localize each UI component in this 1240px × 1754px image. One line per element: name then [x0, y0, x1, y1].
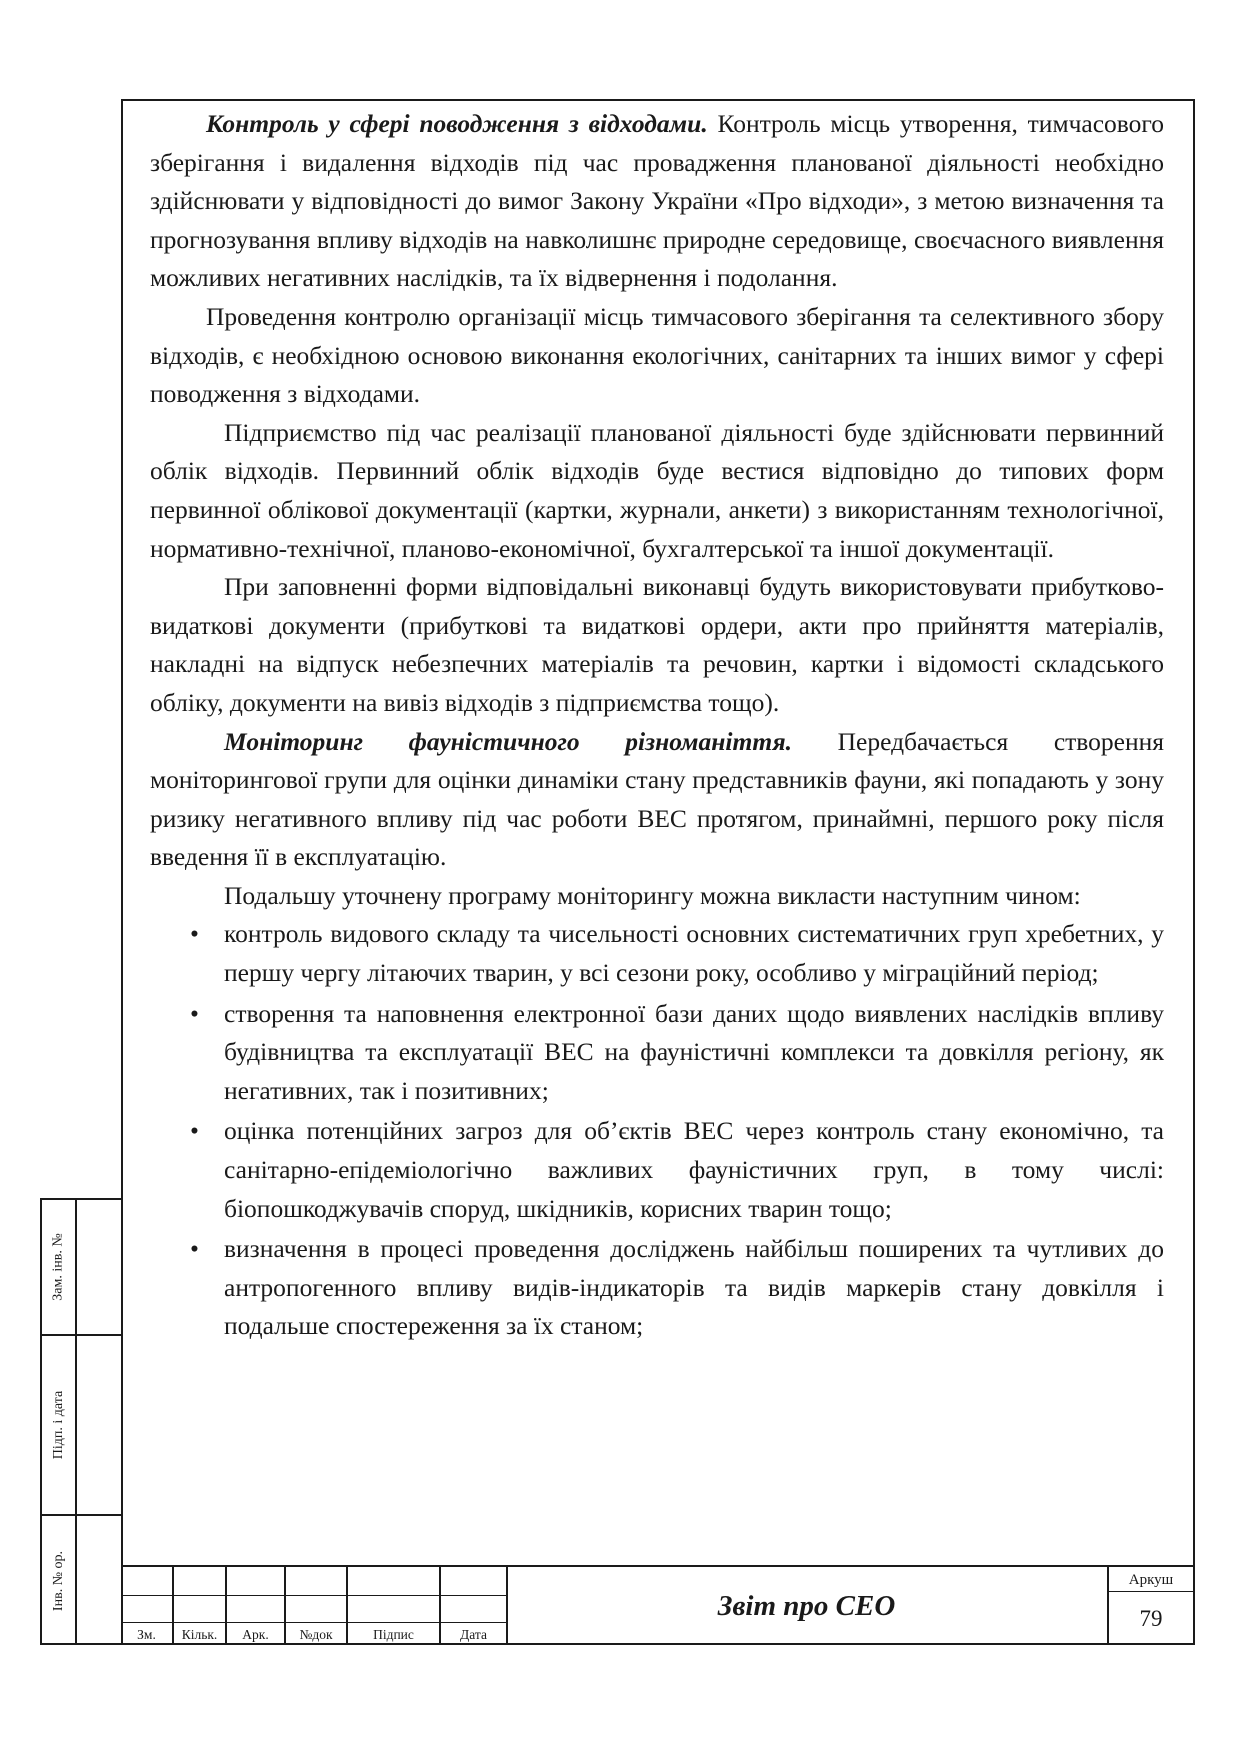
bullet-icon: • — [190, 998, 199, 1028]
list-item-text: оцінка потенційних загроз для об’єктів ВЕС через контроль стану економічно, та санітарно-епідеміологічно важливих фауністичних груп, в тому числі: біопошкоджувачів споруд, шкідників, корисних тварин тощо; — [224, 1116, 1164, 1223]
list-item — [150, 1230, 1164, 1346]
document-title: Звіт про СЕО — [717, 1589, 896, 1622]
side-stamp-cell — [44, 1336, 74, 1514]
side-stamp-cell — [44, 1200, 74, 1334]
label-inv-orig: Інв. № ор. — [51, 1550, 66, 1611]
column-header-kilk: Кільк. — [181, 1626, 218, 1642]
title-block — [121, 1565, 1195, 1645]
label-zam-inv: Зам. інв. № — [51, 1233, 66, 1301]
title-block-row-line — [121, 1622, 506, 1623]
label-pidp-data: Підп. і дата — [51, 1390, 67, 1460]
paragraph-primary-accounting: Підприємство під час реалізації планованої діяльності буде здійснювати первинний облік відходів. Первинний облік відходів буде вестися відповідно до типових форм первинної облікової документації (картки, журнали, анкети) з використанням технологічної, нормативно-технічної, планово-економічної, бухгалтерської та іншої документації. — [150, 417, 1164, 563]
page-frame — [121, 99, 1195, 1645]
list-item-text: визначення в процесі проведення досліджень найбільш поширених та чутливих до антропогенного впливу видів-індикаторів та видів маркерів стану довкілля і подальше спостереження за їх станом; — [224, 1234, 1164, 1341]
bullet-icon: • — [190, 919, 199, 949]
paragraph-fauna-monitoring — [150, 723, 1164, 877]
paragraph-program-intro: Подальшу уточнену програму моніторингу можна викласти наступним чином: — [224, 880, 1081, 910]
list-item-text: контроль видового складу та чисельності основних систематичних груп хребетних, у першу чергу літаючих тварин, у всі сезони року, особливо у міграційний період; — [224, 919, 1164, 988]
column-header-zm: Зм. — [137, 1626, 156, 1642]
sheet-divider — [1107, 1591, 1193, 1592]
paragraph-selective-collection: Проведення контролю організації місць тимчасового зберігання та селективного збору відходів, є необхідною основою виконання екологічних, санітарних та інших вимог у сфері поводження з відходами. — [150, 301, 1164, 409]
paragraph-documents: При заповненні форми відповідальні виконавці будуть використовувати прибутково-видаткові документи (прибуткові та видаткові ордери, акти про прийняття матеріалів, накладні на відпуск небезпечних матеріалів та речовин, картки і відомості складського обліку, документи на вивіз відходів з підприємства тощо). — [150, 572, 1164, 717]
side-stamp-divider — [75, 1200, 77, 1643]
list-item — [150, 1112, 1164, 1228]
column-header-data: Дата — [460, 1626, 487, 1642]
paragraph-text: Передбачається створення моніторингової групи для оцінки динаміки стану представників фауни, які попадають у зону ризику негативного впливу під час роботи ВЕС протягом, принаймні, першого року після введення її в експлуатацію. — [150, 726, 1164, 872]
list-item — [150, 915, 1164, 992]
section-heading-waste-control: Контроль у сфері поводження з відходами. — [206, 109, 708, 138]
paragraph-text: Контроль місць утворення, тимчасового зберігання і видалення відходів під час провадження планованої діяльності необхідно здійснювати у відповідності до вимог Закону України «Про відходи», з метою визначення та прогнозування впливу відходів на навколишнє природне середовище, своєчасного виявлення можливих негативних наслідків, та їх відвернення і подолання. — [150, 109, 1164, 293]
monitoring-list — [150, 915, 1164, 1346]
sheet-number: 79 — [1139, 1606, 1163, 1631]
side-stamp-cell — [44, 1516, 74, 1645]
column-header-ndok: №док — [299, 1626, 333, 1642]
sheet-label: Аркуш — [1128, 1571, 1174, 1588]
column-header-ark: Арк. — [242, 1626, 269, 1642]
list-item-text: створення та наповнення електронної бази даних щодо виявлених наслідків впливу будівництва та експлуатації ВЕС на фауністичні комплекси та довкілля регіону, як негативних, так і позитивних; — [224, 998, 1164, 1105]
document-body — [150, 105, 1164, 1348]
list-item — [150, 995, 1164, 1111]
column-header-pidpys: Підпис — [373, 1626, 414, 1642]
title-block-row-line — [121, 1595, 506, 1596]
section-heading-fauna-monitoring: Моніторинг фауністичного різноманіття. — [224, 726, 792, 756]
bullet-icon: • — [190, 1116, 199, 1146]
bullet-icon: • — [190, 1234, 199, 1264]
paragraph-waste-control — [150, 105, 1164, 298]
side-stamp — [40, 1198, 121, 1645]
